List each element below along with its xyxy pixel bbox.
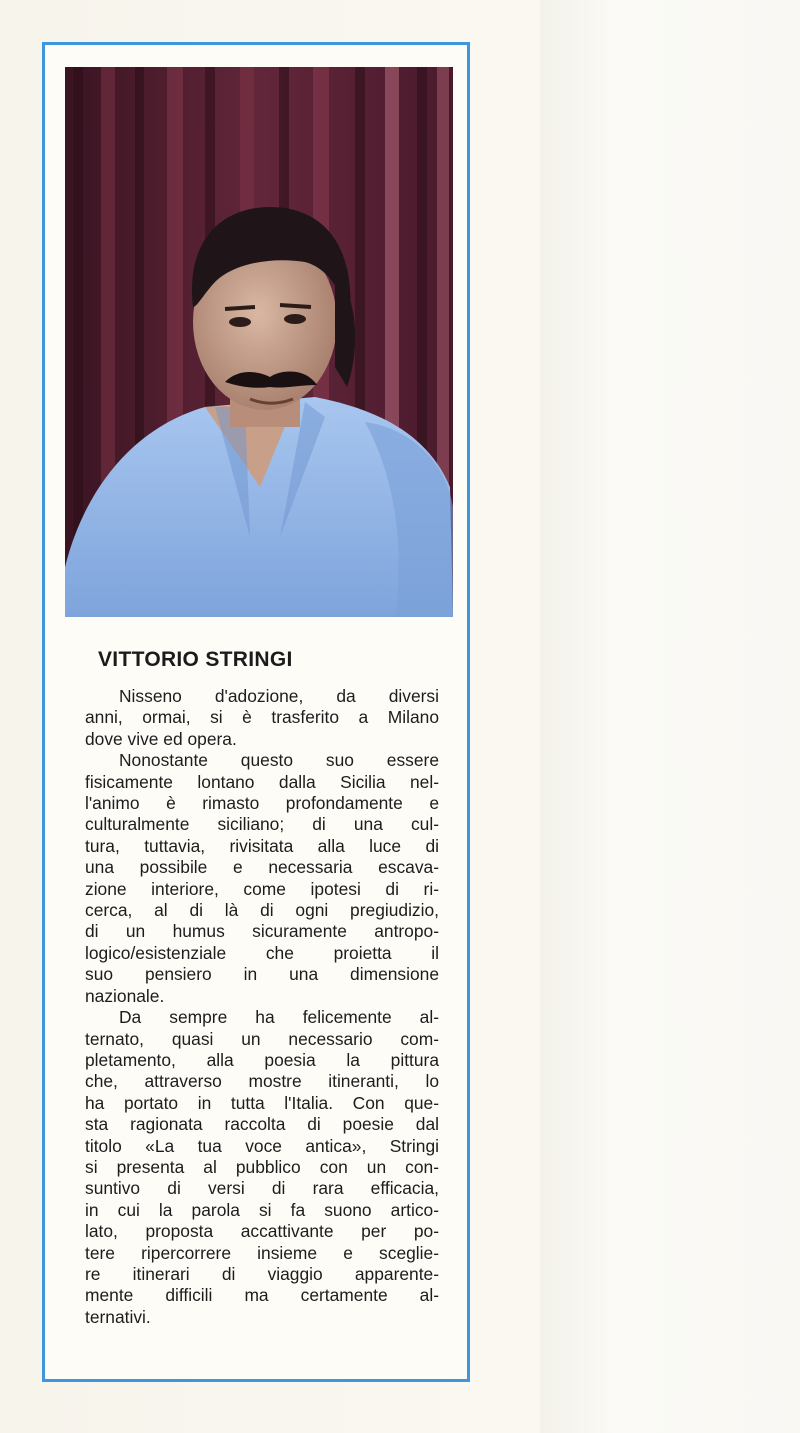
text-line: culturalmente siciliano; di una cul-: [85, 814, 439, 835]
text-line: re itinerari di viaggio apparente-: [85, 1263, 439, 1284]
text-line: di un humus sicuramente antropo-: [85, 921, 439, 942]
text-line: anni, ormai, si è trasferito a Milano: [85, 707, 439, 728]
bio-frame: [42, 42, 470, 1382]
bio-paragraph: [85, 686, 439, 750]
author-photo: [65, 67, 453, 617]
bio-paragraph: [85, 750, 439, 1007]
text-line: Nisseno d'adozione, da diversi: [119, 686, 439, 706]
text-line: ternato, quasi un necessario com-: [85, 1028, 439, 1049]
text-line: una possibile e necessaria escava-: [85, 857, 439, 878]
text-line: suo pensiero in una dimensione: [85, 964, 439, 985]
text-line: Nonostante questo suo essere: [119, 750, 439, 771]
text-line: in cui la parola si fa suono artico-: [85, 1199, 439, 1220]
text-line: l'animo è rimasto profondamente e: [85, 793, 439, 814]
text-line: pletamento, alla poesia la pittura: [85, 1049, 439, 1070]
bio-paragraph: [85, 1007, 439, 1328]
page-fold: [540, 0, 800, 1433]
author-name-heading: VITTORIO STRINGI: [98, 648, 293, 671]
text-line: si presenta al pubblico con un con-: [85, 1156, 439, 1177]
text-line: ha portato in tutta l'Italia. Con que-: [85, 1092, 439, 1113]
bio-text: [85, 686, 439, 1328]
text-line: tere ripercorrere insieme e sceglie-: [85, 1242, 439, 1263]
text-line: mente difficili ma certamente al-: [85, 1285, 439, 1306]
text-line: dove vive ed opera.: [85, 728, 237, 749]
text-line: sta ragionata raccolta di poesie dal: [85, 1114, 439, 1135]
text-line: fisicamente lontano dalla Sicilia nel-: [85, 771, 439, 792]
text-line: Da sempre ha felicemente al-: [119, 1007, 439, 1028]
text-line: tura, tuttavia, rivisitata alla luce di: [85, 835, 439, 856]
author-photo-illustration: [65, 67, 453, 617]
text-line: ternativi.: [85, 1306, 151, 1327]
text-line: zione interiore, come ipotesi di ri-: [85, 878, 439, 899]
text-line: nazionale.: [85, 985, 165, 1006]
text-line: cerca, al di là di ogni pregiudizio,: [85, 900, 439, 921]
text-line: che, attraverso mostre itineranti, lo: [85, 1071, 439, 1092]
text-line: suntivo di versi di rara efficacia,: [85, 1178, 439, 1199]
text-line: logico/esistenziale che proietta il: [85, 942, 439, 963]
text-line: titolo «La tua voce antica», Stringi: [85, 1135, 439, 1156]
text-line: lato, proposta accattivante per po-: [85, 1221, 439, 1242]
